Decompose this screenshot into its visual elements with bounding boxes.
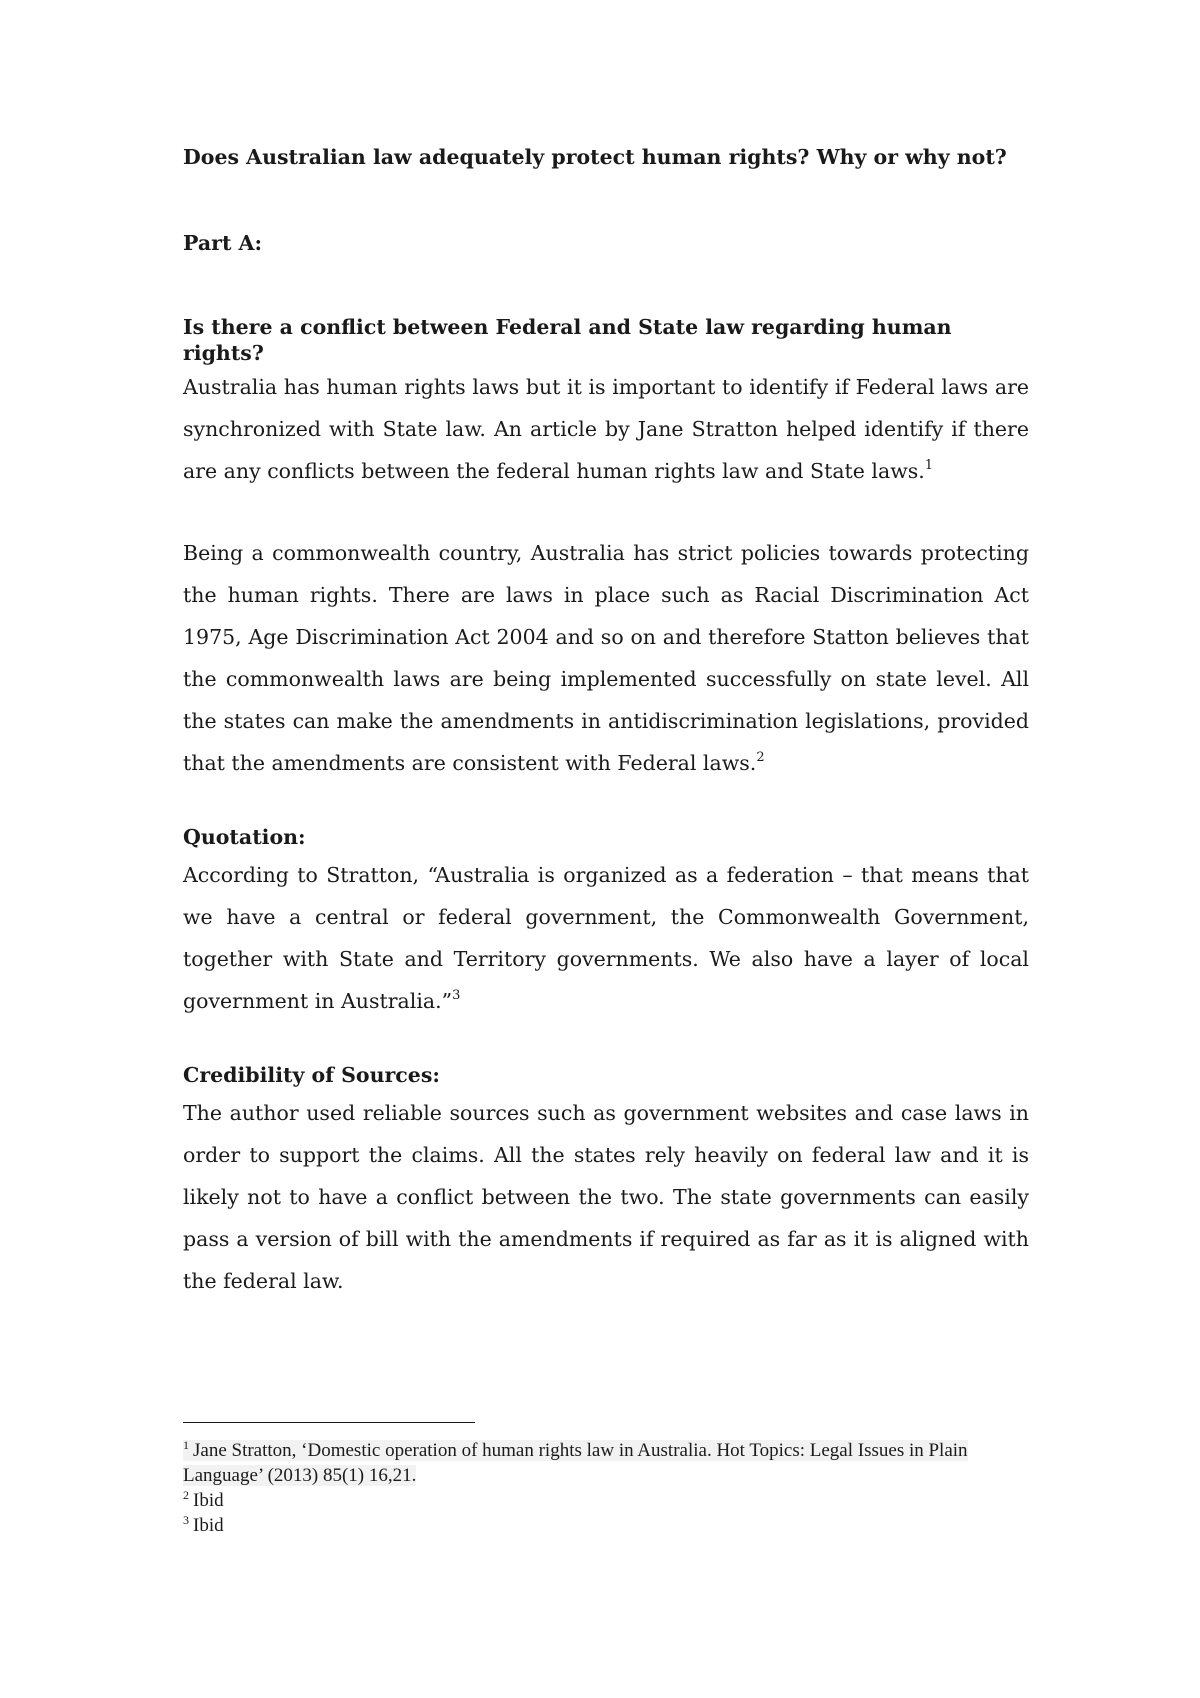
footnote-text: Ibid — [193, 1515, 224, 1536]
footnote-2 — [183, 1488, 1013, 1513]
paragraph-text: According to Stratton, “Australia is organized as a federation – that means that we have a central or federal government, the Commonwealth Government, together with State and Territory governments. We also have a layer of local government in Australia.” — [183, 863, 1029, 1013]
paragraph-text: Australia has human rights laws but it is important to identify if Federal laws are synchronized with State law. An article by Jane Stratton helped identify if there are any conflicts between the federal human rights law and State laws. — [183, 375, 1029, 483]
part-label: Part A: — [183, 231, 263, 255]
footnote-ref: 1 — [924, 458, 934, 473]
footnote-number: 1 — [183, 1438, 189, 1452]
paragraph-commonwealth — [183, 532, 1029, 784]
paragraph-text: Being a commonwealth country, Australia has strict policies towards protecting the human rights. There are laws in place such as Racial Discrimination Act 1975, Age Discrimination Act 2004 and so on and therefore Statton believes that the commonwealth laws are being implemented successfully on state level. All the states can make the amendments in antidiscrimination legislations, provided that the amendments are consistent with Federal laws. — [183, 541, 1029, 775]
footnote-body — [183, 1440, 968, 1486]
paragraph-credibility: The author used reliable sources such as government websites and case laws in order to support the claims. All the states rely heavily on federal law and it is likely not to have a conflict between the two. The state governments can easily pass a version of bill with the amendments if required as far as it is aligned with the federal law. — [183, 1101, 1029, 1293]
footnote-text: Jane Stratton, ‘Domestic operation of human rights law in Australia. Hot Topics: Legal Issues in Plain Language’ (2013) 85(1) 16,21. — [183, 1440, 968, 1486]
section-heading-conflict: Is there a conflict between Federal and State law regarding human rights? — [183, 315, 952, 365]
footnote-ref: 2 — [756, 750, 765, 765]
footnote-text: Ibid — [193, 1490, 224, 1511]
section-heading-credibility: Credibility of Sources: — [183, 1063, 440, 1087]
footnote-ref: 3 — [452, 988, 461, 1003]
document-title: Does Australian law adequately protect human rights? Why or why not? — [183, 145, 1007, 169]
document-body — [183, 144, 1029, 1302]
footnotes — [183, 1438, 1013, 1538]
paragraph-quotation — [183, 854, 1029, 1022]
footnote-3 — [183, 1513, 1013, 1538]
footnote-number: 2 — [183, 1488, 189, 1502]
footnote-separator — [183, 1422, 475, 1423]
footnote-number: 3 — [183, 1513, 189, 1527]
paragraph-conflict-intro — [183, 366, 1029, 492]
footnote-1 — [183, 1438, 1013, 1488]
section-heading-quotation: Quotation: — [183, 825, 306, 849]
